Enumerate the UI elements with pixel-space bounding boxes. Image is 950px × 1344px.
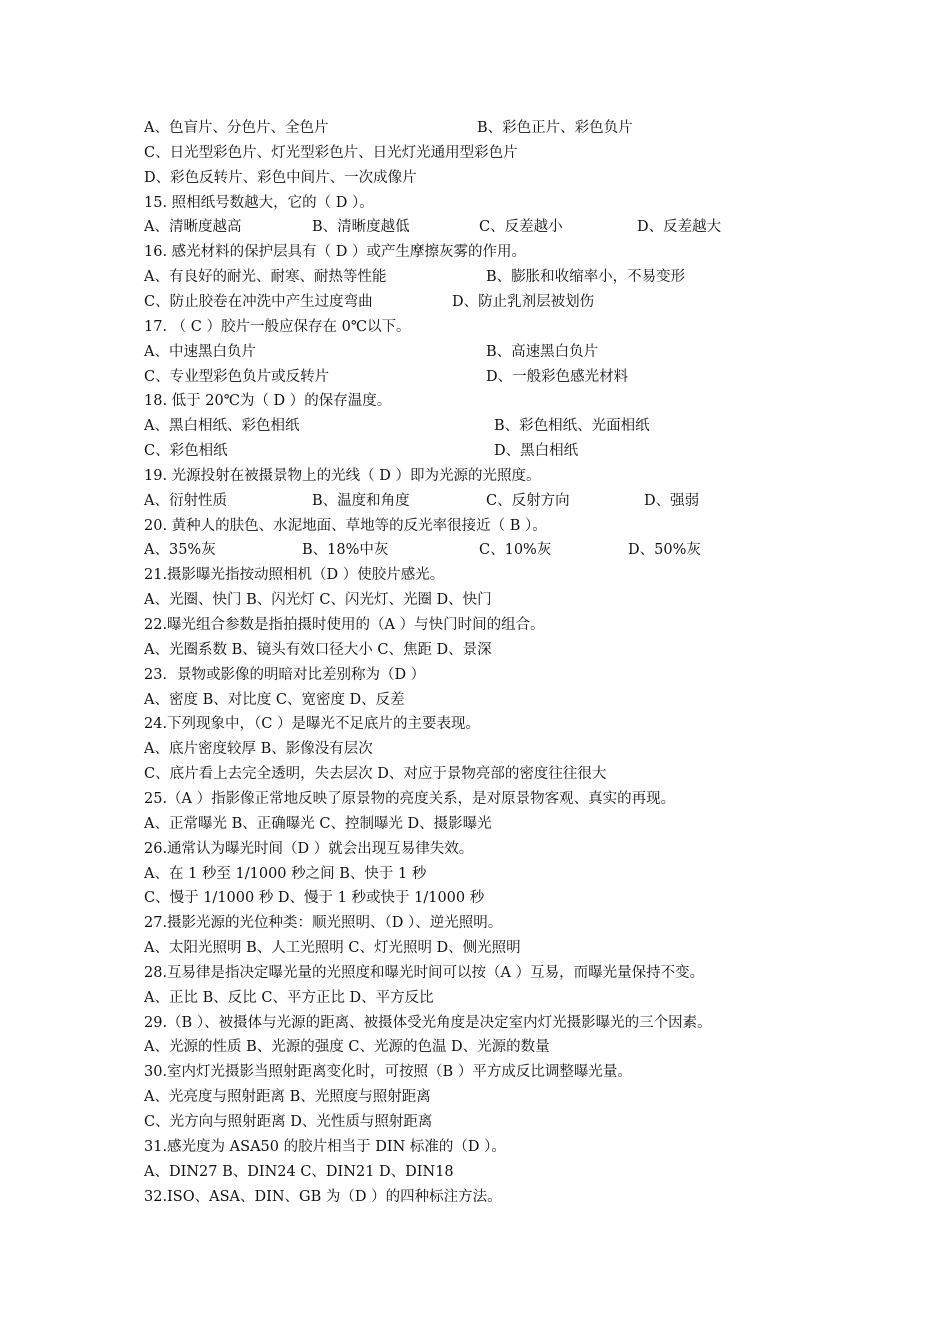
option-text: C、彩色相纸 <box>144 443 228 460</box>
option-text: C、反差越小 <box>479 219 563 236</box>
line-text: A、在 1 秒至 1/1000 秒之间 B、快于 1 秒 <box>144 865 427 882</box>
line-text: 28.互易律是指决定曝光量的光照度和曝光时间可以按（A ）互易，而曝光量保持不变。 <box>144 964 705 981</box>
option-text: B、清晰度越低 <box>312 219 410 236</box>
line-text: A、DIN27 B、DIN24 C、DIN21 D、DIN18 <box>144 1163 454 1180</box>
line-text: 21.摄影曝光指按动照相机（D ）使胶片感光。 <box>144 567 445 584</box>
line-text: 15. 照相纸号数越大，它的（ D ）。 <box>144 194 374 211</box>
line-text: A、光圈、快门 B、闪光灯 C、闪光灯、光圈 D、快门 <box>144 592 492 609</box>
line-text: A、正比 B、反比 C、平方正比 D、平方反比 <box>144 989 434 1006</box>
option-text: D、防止乳剂层被划伤 <box>452 293 595 310</box>
option-text: D、强弱 <box>644 492 700 509</box>
option-text: C、防止胶卷在冲洗中产生过度弯曲 <box>144 293 373 310</box>
line-text: C、日光型彩色片、灯光型彩色片、日光灯光通用型彩色片 <box>144 144 518 161</box>
line-text: 19. 光源投射在被摄景物上的光线（ D ）即为光源的光照度。 <box>144 467 541 484</box>
line-text: A、底片密度较厚 B、影像没有层次 <box>144 741 373 758</box>
option-text: C、专业型彩色负片或反转片 <box>144 368 330 385</box>
option-text: D、黑白相纸 <box>494 443 579 460</box>
option-text: A、有良好的耐光、耐寒、耐热等性能 <box>144 269 387 286</box>
line-text: 16. 感光材料的保护层具有（ D ）或产生摩擦灰雾的作用。 <box>144 244 527 261</box>
option-text: C、反射方向 <box>486 492 570 509</box>
line-text: 17. （ C ）胶片一般应保存在 0℃以下。 <box>144 318 411 335</box>
option-text: B、温度和角度 <box>312 492 410 509</box>
option-text: A、中速黑白负片 <box>144 343 256 360</box>
option-text: A、35%灰 <box>144 542 216 559</box>
option-text: B、18%中灰 <box>302 542 389 559</box>
option-text: C、10%灰 <box>479 542 552 559</box>
line-text: 24.下列现象中，（C ）是曝光不足底片的主要表现。 <box>144 716 481 733</box>
line-text: 30.室内灯光摄影当照射距离变化时，可按照（B ）平方成反比调整曝光量。 <box>144 1064 632 1081</box>
line-text: 29.（B ）、被摄体与光源的距离、被摄体受光角度是决定室内灯光摄影曝光的三个因素。 <box>144 1014 712 1031</box>
option-text: A、黑白相纸、彩色相纸 <box>144 418 300 435</box>
line-text: C、光方向与照射距离 D、光性质与照射距离 <box>144 1114 433 1130</box>
option-text: D、反差越大 <box>637 219 722 236</box>
line-text: C、底片看上去完全透明，失去层次 D、对应于景物亮部的密度往往很大 <box>144 766 607 783</box>
option-text: B、彩色正片、彩色负片 <box>477 120 633 136</box>
line-text: 23．景物或影像的明暗对比差别称为（D ） <box>144 666 426 683</box>
line-text: A、太阳光照明 B、人工光照明 C、灯光照明 D、侧光照明 <box>144 940 521 957</box>
line-text: A、光源的性质 B、光源的强度 C、光源的色温 D、光源的数量 <box>144 1039 550 1056</box>
option-text: B、彩色相纸、光面相纸 <box>494 418 650 435</box>
line-text: A、正常曝光 B、正确曝光 C、控制曝光 D、摄影曝光 <box>144 815 492 832</box>
line-text: 31.感光度为 ASA50 的胶片相当于 DIN 标准的（D ）。 <box>144 1138 506 1155</box>
option-text: A、色盲片、分色片、全色片 <box>144 120 329 136</box>
line-text: A、光圈系数 B、镜头有效口径大小 C、焦距 D、景深 <box>144 641 492 658</box>
line-text: A、光亮度与照射距离 B、光照度与照射距离 <box>144 1089 431 1106</box>
option-text: A、衍射性质 <box>144 492 227 509</box>
line-text: 22.曝光组合参数是指拍摄时使用的（A ）与快门时间的组合。 <box>144 617 545 633</box>
line-text: 20. 黄种人的肤色、水泥地面、草地等的反光率很接近（ B ）。 <box>144 517 547 534</box>
option-text: B、高速黑白负片 <box>486 343 599 360</box>
line-text: 25.（A ）指影像正常地反映了原景物的亮度关系，是对原景物客观、真实的再现。 <box>144 790 676 807</box>
line-text: C、慢于 1/1000 秒 D、慢于 1 秒或快于 1/1000 秒 <box>144 890 485 907</box>
line-text: 32.ISO、ASA、DIN、GB 为（D ）的四种标注方法。 <box>144 1188 502 1205</box>
line-text: D、彩色反转片、彩色中间片、一次成像片 <box>144 169 417 186</box>
option-text: D、50%灰 <box>628 542 701 559</box>
line-text: A、密度 B、对比度 C、宽密度 D、反差 <box>144 691 405 708</box>
option-text: A、清晰度越高 <box>144 219 242 236</box>
line-text: 18. 低于 20℃为（ D ）的保存温度。 <box>144 393 392 410</box>
line-text: 26.通常认为曝光时间（D ）就会出现互易律失效。 <box>144 840 474 857</box>
line-text: 27.摄影光源的光位种类：顺光照明、（D ）、逆光照明。 <box>144 915 503 932</box>
option-text: B、膨胀和收缩率小，不易变形 <box>486 269 686 286</box>
option-text: D、一般彩色感光材料 <box>486 368 629 385</box>
